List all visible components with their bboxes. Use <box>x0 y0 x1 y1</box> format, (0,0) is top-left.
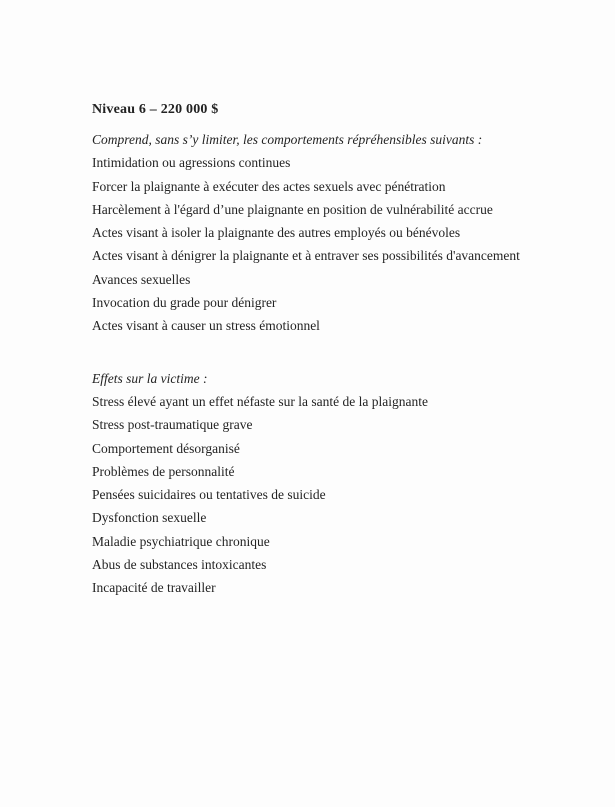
list-item: Stress élevé ayant un effet néfaste sur la santé de la plaignante <box>92 393 428 409</box>
list-item: Invocation du grade pour dénigrer <box>92 295 277 311</box>
document-content <box>92 98 581 600</box>
list-item: Avances sexuelles <box>92 271 191 287</box>
list-item: Problèmes de personnalité <box>92 463 235 479</box>
list-item: Pensées suicidaires ou tentatives de suicide <box>92 487 326 503</box>
list-item: Actes visant à causer un stress émotionnel <box>92 318 320 334</box>
list-item: Actes visant à dénigrer la plaignante et à entraver ses possibilités d'avancement <box>92 248 520 264</box>
section-comportements-heading: Comprend, sans s’y limiter, les comportements répréhensibles suivants : <box>92 132 483 147</box>
section-comportements <box>92 128 581 338</box>
list-item: Abus de substances intoxicantes <box>92 557 267 573</box>
section-effets <box>92 367 581 600</box>
list-item: Harcèlement à l'égard d’une plaignante en position de vulnérabilité accrue <box>92 201 493 217</box>
list-item: Incapacité de travailler <box>92 580 216 596</box>
document-title: Niveau 6 – 220 000 $ <box>92 102 219 117</box>
list-item: Stress post-traumatique grave <box>92 417 253 433</box>
list-item: Actes visant à isoler la plaignante des autres employés ou bénévoles <box>92 225 461 241</box>
list-item: Comportement désorganisé <box>92 440 240 456</box>
list-item: Forcer la plaignante à exécuter des actes sexuels avec pénétration <box>92 178 446 194</box>
list-item: Intimidation ou agressions continues <box>92 155 291 171</box>
list-item: Dysfonction sexuelle <box>92 510 207 526</box>
section-effets-heading: Effets sur la victime : <box>92 370 208 386</box>
list-item: Maladie psychiatrique chronique <box>92 533 270 549</box>
